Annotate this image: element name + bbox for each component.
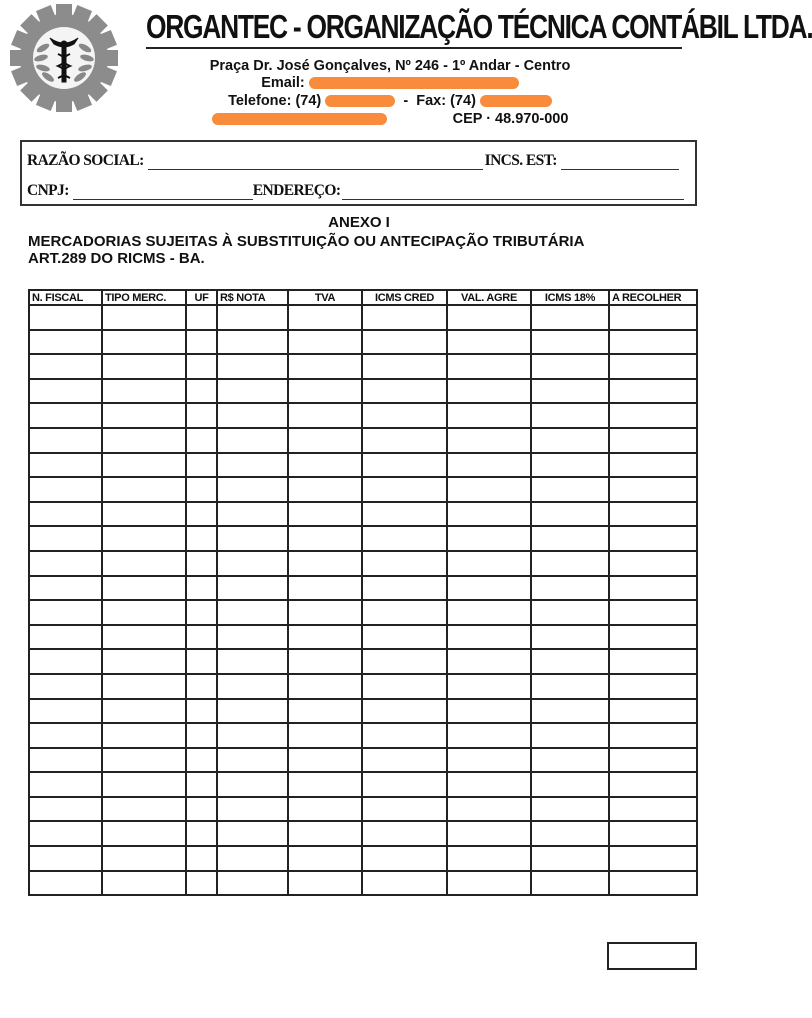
table-cell[interactable] xyxy=(447,797,531,822)
table-cell[interactable] xyxy=(102,403,186,428)
table-row xyxy=(29,674,697,699)
table-row xyxy=(29,748,697,773)
table-cell[interactable] xyxy=(102,354,186,379)
table-cell[interactable] xyxy=(29,846,102,871)
table-cell[interactable] xyxy=(609,576,697,601)
table-cell[interactable] xyxy=(288,748,362,773)
table-cell[interactable] xyxy=(288,403,362,428)
table-cell[interactable] xyxy=(102,772,186,797)
table-cell[interactable] xyxy=(609,526,697,551)
table-cell[interactable] xyxy=(609,551,697,576)
table-cell[interactable] xyxy=(29,600,102,625)
table-cell[interactable] xyxy=(102,330,186,355)
column-header-icms-cred: ICMS CRED xyxy=(362,290,447,305)
table-cell[interactable] xyxy=(186,576,217,601)
fax-redacted xyxy=(480,95,552,107)
table-cell[interactable] xyxy=(288,453,362,478)
table-cell[interactable] xyxy=(186,551,217,576)
fax-label: Fax: (74) xyxy=(416,93,476,109)
table-row xyxy=(29,821,697,846)
table-cell[interactable] xyxy=(186,797,217,822)
table-cell[interactable] xyxy=(288,502,362,527)
table-cell[interactable] xyxy=(362,600,447,625)
company-logo xyxy=(10,4,118,112)
table-cell[interactable] xyxy=(186,649,217,674)
table-cell[interactable] xyxy=(531,330,609,355)
table-cell[interactable] xyxy=(447,699,531,724)
table-row xyxy=(29,699,697,724)
table-cell[interactable] xyxy=(609,871,697,896)
table-cell[interactable] xyxy=(217,330,288,355)
table-cell[interactable] xyxy=(609,723,697,748)
table-cell[interactable] xyxy=(609,600,697,625)
table-cell[interactable] xyxy=(609,674,697,699)
table-row xyxy=(29,403,697,428)
table-cell[interactable] xyxy=(531,453,609,478)
table-cell[interactable] xyxy=(447,600,531,625)
table-cell[interactable] xyxy=(447,723,531,748)
table-cell[interactable] xyxy=(186,477,217,502)
table-cell[interactable] xyxy=(217,600,288,625)
table-cell[interactable] xyxy=(288,846,362,871)
table-cell[interactable] xyxy=(609,699,697,724)
table-cell[interactable] xyxy=(186,502,217,527)
table-cell[interactable] xyxy=(29,379,102,404)
table-cell[interactable] xyxy=(288,305,362,330)
table-cell[interactable] xyxy=(288,526,362,551)
table-cell[interactable] xyxy=(447,502,531,527)
table-cell[interactable] xyxy=(288,576,362,601)
table-row xyxy=(29,772,697,797)
table-cell[interactable] xyxy=(609,305,697,330)
table-cell[interactable] xyxy=(217,576,288,601)
table-cell[interactable] xyxy=(186,305,217,330)
table-cell[interactable] xyxy=(362,797,447,822)
table-cell[interactable] xyxy=(609,797,697,822)
table-cell[interactable] xyxy=(609,772,697,797)
cep-text: CEP · 48.970-000 xyxy=(452,111,569,127)
table-cell[interactable] xyxy=(531,379,609,404)
table-cell[interactable] xyxy=(102,502,186,527)
table-cell[interactable] xyxy=(531,772,609,797)
table-row xyxy=(29,379,697,404)
table-cell[interactable] xyxy=(447,821,531,846)
table-cell[interactable] xyxy=(531,403,609,428)
table-cell[interactable] xyxy=(362,846,447,871)
table-cell[interactable] xyxy=(217,821,288,846)
table-cell[interactable] xyxy=(186,330,217,355)
table-cell[interactable] xyxy=(288,379,362,404)
table-cell[interactable] xyxy=(186,871,217,896)
column-header-icms-18: ICMS 18% xyxy=(531,290,609,305)
column-header-n-fiscal: N. FISCAL xyxy=(29,290,102,305)
table-cell[interactable] xyxy=(29,871,102,896)
table-cell[interactable] xyxy=(102,576,186,601)
table-cell[interactable] xyxy=(531,428,609,453)
table-cell[interactable] xyxy=(102,871,186,896)
phone-label: Telefone: (74) xyxy=(228,93,322,109)
table-cell[interactable] xyxy=(102,821,186,846)
table-cell[interactable] xyxy=(217,871,288,896)
table-cell[interactable] xyxy=(362,502,447,527)
table-cell[interactable] xyxy=(447,748,531,773)
table-cell[interactable] xyxy=(609,625,697,650)
table-cell[interactable] xyxy=(531,846,609,871)
table-cell[interactable] xyxy=(288,551,362,576)
table-cell[interactable] xyxy=(288,600,362,625)
table-cell[interactable] xyxy=(362,576,447,601)
table-cell[interactable] xyxy=(362,526,447,551)
table-cell[interactable] xyxy=(102,649,186,674)
table-cell[interactable] xyxy=(447,846,531,871)
table-cell[interactable] xyxy=(531,649,609,674)
table-row xyxy=(29,502,697,527)
endereco-label: ENDEREÇO: xyxy=(252,182,341,199)
table-row xyxy=(29,649,697,674)
table-cell[interactable] xyxy=(447,403,531,428)
document-title: MERCADORIAS SUJEITAS À SUBSTITUIÇÃO OU ANTECIPAÇÃO TRIBUTÁRIA xyxy=(28,233,585,250)
table-cell[interactable] xyxy=(186,428,217,453)
table-cell[interactable] xyxy=(217,453,288,478)
column-header-val-agre: VAL. AGRE xyxy=(447,290,531,305)
table-cell[interactable] xyxy=(362,330,447,355)
table-cell[interactable] xyxy=(362,379,447,404)
table-cell[interactable] xyxy=(447,649,531,674)
table-cell[interactable] xyxy=(217,699,288,724)
table-cell[interactable] xyxy=(217,428,288,453)
table-cell[interactable] xyxy=(29,723,102,748)
table-cell[interactable] xyxy=(102,674,186,699)
table-row xyxy=(29,453,697,478)
table-cell[interactable] xyxy=(186,723,217,748)
table-cell[interactable] xyxy=(362,428,447,453)
table-cell[interactable] xyxy=(186,821,217,846)
table-cell[interactable] xyxy=(447,305,531,330)
table-cell[interactable] xyxy=(288,772,362,797)
table-cell[interactable] xyxy=(447,576,531,601)
table-cell[interactable] xyxy=(29,821,102,846)
table-cell[interactable] xyxy=(29,772,102,797)
table-row xyxy=(29,428,697,453)
table-cell[interactable] xyxy=(186,600,217,625)
table-cell[interactable] xyxy=(217,772,288,797)
table-cell[interactable] xyxy=(447,625,531,650)
incs-est-field[interactable] xyxy=(561,155,679,170)
merchandise-table xyxy=(28,289,698,896)
table-cell[interactable] xyxy=(186,526,217,551)
column-header-rs-nota: R$ NOTA xyxy=(217,290,288,305)
table-cell[interactable] xyxy=(29,502,102,527)
table-cell[interactable] xyxy=(186,674,217,699)
table-cell[interactable] xyxy=(217,477,288,502)
table-cell[interactable] xyxy=(362,772,447,797)
table-cell[interactable] xyxy=(531,674,609,699)
table-cell[interactable] xyxy=(362,871,447,896)
razao-social-field[interactable] xyxy=(148,155,483,170)
company-address: Praça Dr. José Gonçalves, Nº 246 - 1º Andar - Centro xyxy=(209,58,571,74)
table-cell[interactable] xyxy=(288,699,362,724)
table-cell[interactable] xyxy=(288,477,362,502)
table-cell[interactable] xyxy=(186,453,217,478)
table-cell[interactable] xyxy=(531,354,609,379)
table-cell[interactable] xyxy=(447,871,531,896)
table-cell[interactable] xyxy=(288,330,362,355)
table-cell[interactable] xyxy=(531,526,609,551)
table-cell[interactable] xyxy=(362,649,447,674)
table-cell[interactable] xyxy=(29,576,102,601)
table-cell[interactable] xyxy=(362,305,447,330)
table-cell[interactable] xyxy=(609,477,697,502)
table-cell[interactable] xyxy=(531,821,609,846)
table-row xyxy=(29,723,697,748)
table-cell[interactable] xyxy=(29,453,102,478)
table-row xyxy=(29,354,697,379)
table-row xyxy=(29,576,697,601)
table-cell[interactable] xyxy=(362,821,447,846)
table-row xyxy=(29,871,697,896)
table-cell[interactable] xyxy=(29,477,102,502)
cnpj-field[interactable] xyxy=(73,185,253,200)
table-cell[interactable] xyxy=(102,723,186,748)
table-cell[interactable] xyxy=(447,526,531,551)
table-cell[interactable] xyxy=(447,354,531,379)
table-cell[interactable] xyxy=(29,305,102,330)
table-cell[interactable] xyxy=(29,403,102,428)
table-cell[interactable] xyxy=(29,625,102,650)
table-cell[interactable] xyxy=(217,649,288,674)
table-cell[interactable] xyxy=(186,748,217,773)
table-cell[interactable] xyxy=(102,551,186,576)
table-cell[interactable] xyxy=(362,699,447,724)
table-cell[interactable] xyxy=(29,674,102,699)
table-cell[interactable] xyxy=(102,526,186,551)
column-header-tva: TVA xyxy=(288,290,362,305)
table-cell[interactable] xyxy=(29,526,102,551)
anexo-heading: ANEXO I xyxy=(328,214,390,231)
table-cell[interactable] xyxy=(186,699,217,724)
table-cell[interactable] xyxy=(362,723,447,748)
table-cell[interactable] xyxy=(288,871,362,896)
table-cell[interactable] xyxy=(102,846,186,871)
table-cell[interactable] xyxy=(29,748,102,773)
table-cell[interactable] xyxy=(29,330,102,355)
table-cell[interactable] xyxy=(186,403,217,428)
table-row xyxy=(29,330,697,355)
table-cell[interactable] xyxy=(102,379,186,404)
table-cell[interactable] xyxy=(362,674,447,699)
table-cell[interactable] xyxy=(362,625,447,650)
table-cell[interactable] xyxy=(447,772,531,797)
table-cell[interactable] xyxy=(102,453,186,478)
table-cell[interactable] xyxy=(531,625,609,650)
table-cell[interactable] xyxy=(447,551,531,576)
table-cell[interactable] xyxy=(609,403,697,428)
table-cell[interactable] xyxy=(217,305,288,330)
table-cell[interactable] xyxy=(531,871,609,896)
table-cell[interactable] xyxy=(288,428,362,453)
table-cell[interactable] xyxy=(288,821,362,846)
table-cell[interactable] xyxy=(362,453,447,478)
table-cell[interactable] xyxy=(102,625,186,650)
table-cell[interactable] xyxy=(102,797,186,822)
table-cell[interactable] xyxy=(29,551,102,576)
table-cell[interactable] xyxy=(531,723,609,748)
cnpj-label: CNPJ: xyxy=(27,182,69,199)
table-cell[interactable] xyxy=(217,354,288,379)
table-cell[interactable] xyxy=(217,674,288,699)
table-cell[interactable] xyxy=(217,502,288,527)
incs-est-label: INCS. EST: xyxy=(484,152,557,169)
table-cell[interactable] xyxy=(288,625,362,650)
table-cell[interactable] xyxy=(102,699,186,724)
table-cell[interactable] xyxy=(609,502,697,527)
table-cell[interactable] xyxy=(447,477,531,502)
company-name-underline xyxy=(146,47,682,49)
table-cell[interactable] xyxy=(29,428,102,453)
table-cell[interactable] xyxy=(102,748,186,773)
table-row xyxy=(29,477,697,502)
table-cell[interactable] xyxy=(609,748,697,773)
endereco-field[interactable] xyxy=(342,185,684,200)
table-cell[interactable] xyxy=(29,649,102,674)
table-cell[interactable] xyxy=(29,354,102,379)
table-cell[interactable] xyxy=(609,379,697,404)
company-name: ORGANTEC - ORGANIZAÇÃO TÉCNICA CONTÁBIL LTDA. xyxy=(146,8,812,45)
email-line xyxy=(140,75,640,92)
table-cell[interactable] xyxy=(531,477,609,502)
table-cell[interactable] xyxy=(531,600,609,625)
total-a-recolher-cell[interactable] xyxy=(607,942,697,970)
table-cell[interactable] xyxy=(447,379,531,404)
table-row xyxy=(29,551,697,576)
phone-line xyxy=(140,93,640,110)
table-row xyxy=(29,797,697,822)
table-cell[interactable] xyxy=(217,625,288,650)
table-cell[interactable] xyxy=(217,526,288,551)
phone-fax-separator: - xyxy=(403,93,409,109)
table-cell[interactable] xyxy=(288,674,362,699)
razao-social-label: RAZÃO SOCIAL: xyxy=(27,152,144,169)
location-line xyxy=(140,111,640,128)
table-cell[interactable] xyxy=(362,477,447,502)
table-cell[interactable] xyxy=(531,748,609,773)
table-cell[interactable] xyxy=(29,699,102,724)
table-cell[interactable] xyxy=(217,379,288,404)
table-cell[interactable] xyxy=(186,354,217,379)
table-cell[interactable] xyxy=(531,305,609,330)
column-header-a-recolher: A RECOLHER xyxy=(609,290,697,305)
table-cell[interactable] xyxy=(609,453,697,478)
table-cell[interactable] xyxy=(102,600,186,625)
company-info-box xyxy=(20,140,697,206)
table-cell[interactable] xyxy=(362,403,447,428)
table-cell[interactable] xyxy=(531,797,609,822)
table-cell[interactable] xyxy=(217,403,288,428)
table-cell[interactable] xyxy=(217,748,288,773)
table-row xyxy=(29,625,697,650)
table-cell[interactable] xyxy=(609,649,697,674)
table-cell[interactable] xyxy=(288,649,362,674)
table-cell[interactable] xyxy=(609,821,697,846)
column-header-uf: UF xyxy=(186,290,217,305)
table-cell[interactable] xyxy=(447,453,531,478)
table-cell[interactable] xyxy=(102,428,186,453)
table-cell[interactable] xyxy=(217,797,288,822)
table-cell[interactable] xyxy=(609,428,697,453)
table-cell[interactable] xyxy=(217,846,288,871)
table-row xyxy=(29,846,697,871)
table-cell[interactable] xyxy=(531,551,609,576)
column-header-tipo-merc: TIPO MERC. xyxy=(102,290,186,305)
table-cell[interactable] xyxy=(362,551,447,576)
table-cell[interactable] xyxy=(186,772,217,797)
phone-redacted xyxy=(325,95,395,107)
table-cell[interactable] xyxy=(609,846,697,871)
table-cell[interactable] xyxy=(288,797,362,822)
table-row xyxy=(29,600,697,625)
table-cell[interactable] xyxy=(531,502,609,527)
table-row xyxy=(29,526,697,551)
table-cell[interactable] xyxy=(186,379,217,404)
table-cell[interactable] xyxy=(531,576,609,601)
email-redacted xyxy=(309,77,519,89)
table-header-row xyxy=(29,290,697,305)
table-row xyxy=(29,305,697,330)
table-cell[interactable] xyxy=(531,699,609,724)
document-subtitle: ART.289 DO RICMS - BA. xyxy=(28,250,205,267)
city-redacted xyxy=(212,113,387,125)
table-cell[interactable] xyxy=(29,797,102,822)
table-cell[interactable] xyxy=(186,846,217,871)
table-cell[interactable] xyxy=(217,551,288,576)
table-cell[interactable] xyxy=(288,723,362,748)
table-cell[interactable] xyxy=(186,625,217,650)
table-cell[interactable] xyxy=(217,723,288,748)
table-cell[interactable] xyxy=(362,748,447,773)
email-label: Email: xyxy=(261,75,305,91)
table-cell[interactable] xyxy=(362,354,447,379)
table-cell[interactable] xyxy=(447,330,531,355)
gear-caduceus-emblem-icon xyxy=(10,4,118,112)
table-cell[interactable] xyxy=(102,305,186,330)
table-cell[interactable] xyxy=(609,330,697,355)
table-cell[interactable] xyxy=(447,428,531,453)
table-body xyxy=(29,305,697,895)
table-cell[interactable] xyxy=(447,674,531,699)
table-cell[interactable] xyxy=(609,354,697,379)
table-cell[interactable] xyxy=(102,477,186,502)
table-cell[interactable] xyxy=(288,354,362,379)
